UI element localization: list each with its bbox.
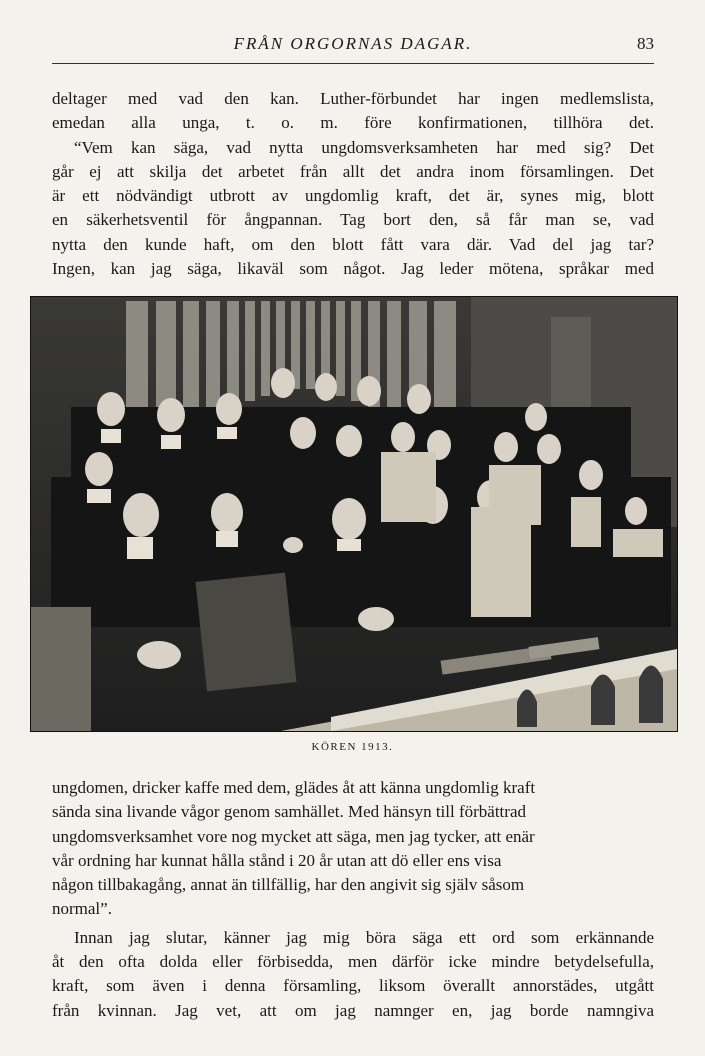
text-line: åt den ofta dolda eller förbisedda, men därför icke mindre betydelsefulla,	[52, 952, 654, 972]
text-line: en säkerhetsventil för ångpannan. Tag bort den, så får man se, vad	[52, 210, 654, 230]
text-line: ungdomen, dricker kaffe med dem, glädes åt att känna ungdomlig kraft	[52, 778, 536, 797]
text-line: Innan jag slutar, känner jag mig böra säga ett ord som erkännande	[74, 927, 654, 947]
page-number: 83	[637, 34, 654, 53]
running-head	[52, 32, 654, 60]
text-line: är ett nödvändigt utbrott av ungdomlig kraft, det är, synes mig, blott	[52, 186, 654, 206]
text-line: ungdomsverksamhet vore nog mycket att säga, men jag tycker, att enär	[52, 826, 535, 846]
text-line: “Vem kan säga, vad nytta ungdomsverksamheten har med sig? Det	[74, 137, 654, 157]
choir-photograph	[30, 296, 678, 732]
text-line: någon tillbakagång, annat än tillfällig, har den angivit sig själv såsom	[52, 875, 525, 895]
running-title: FRÅN ORGORNAS DAGAR.	[233, 34, 473, 53]
photo-caption: KÖREN 1913.	[311, 741, 394, 753]
paragraph-quote	[52, 136, 654, 282]
text-line: går ej att skilja det arbetet från allt det andra inom församlingen. Det	[52, 161, 654, 181]
paragraph-closing	[52, 926, 654, 1023]
paragraph-continuation	[52, 87, 654, 136]
paragraph-quote-end	[52, 776, 654, 922]
text-line: nytta den kunde haft, om den blott fått vara där. Vad del jag tar?	[52, 234, 654, 254]
text-line: från kvinnan. Jag vet, att om jag namnger en, jag borde namngiva	[52, 1000, 654, 1020]
photo-illustration	[31, 297, 677, 731]
bottom-text	[52, 776, 654, 1023]
text-line: kraft, som även i denna församling, liksom överallt annorstädes, utgått	[52, 976, 654, 996]
header-rule	[52, 63, 654, 64]
top-text	[52, 87, 654, 281]
text-line: normal”.	[52, 899, 112, 919]
text-line: vår ordning har kunnat hålla stånd i 20 år utan att dö eller ens visa	[52, 850, 502, 870]
text-line: emedan alla unga, t. o. m. före konfirmationen, tillhöra det.	[52, 113, 654, 133]
text-line: Ingen, kan jag säga, likaväl som något. Jag leder mötena, språkar med	[52, 259, 654, 279]
text-line: deltager med vad den kan. Luther-förbundet har ingen medlemslista,	[52, 89, 654, 108]
text-line: sända sina livande vågor genom samhället. Med hänsyn till förbättrad	[52, 802, 526, 822]
